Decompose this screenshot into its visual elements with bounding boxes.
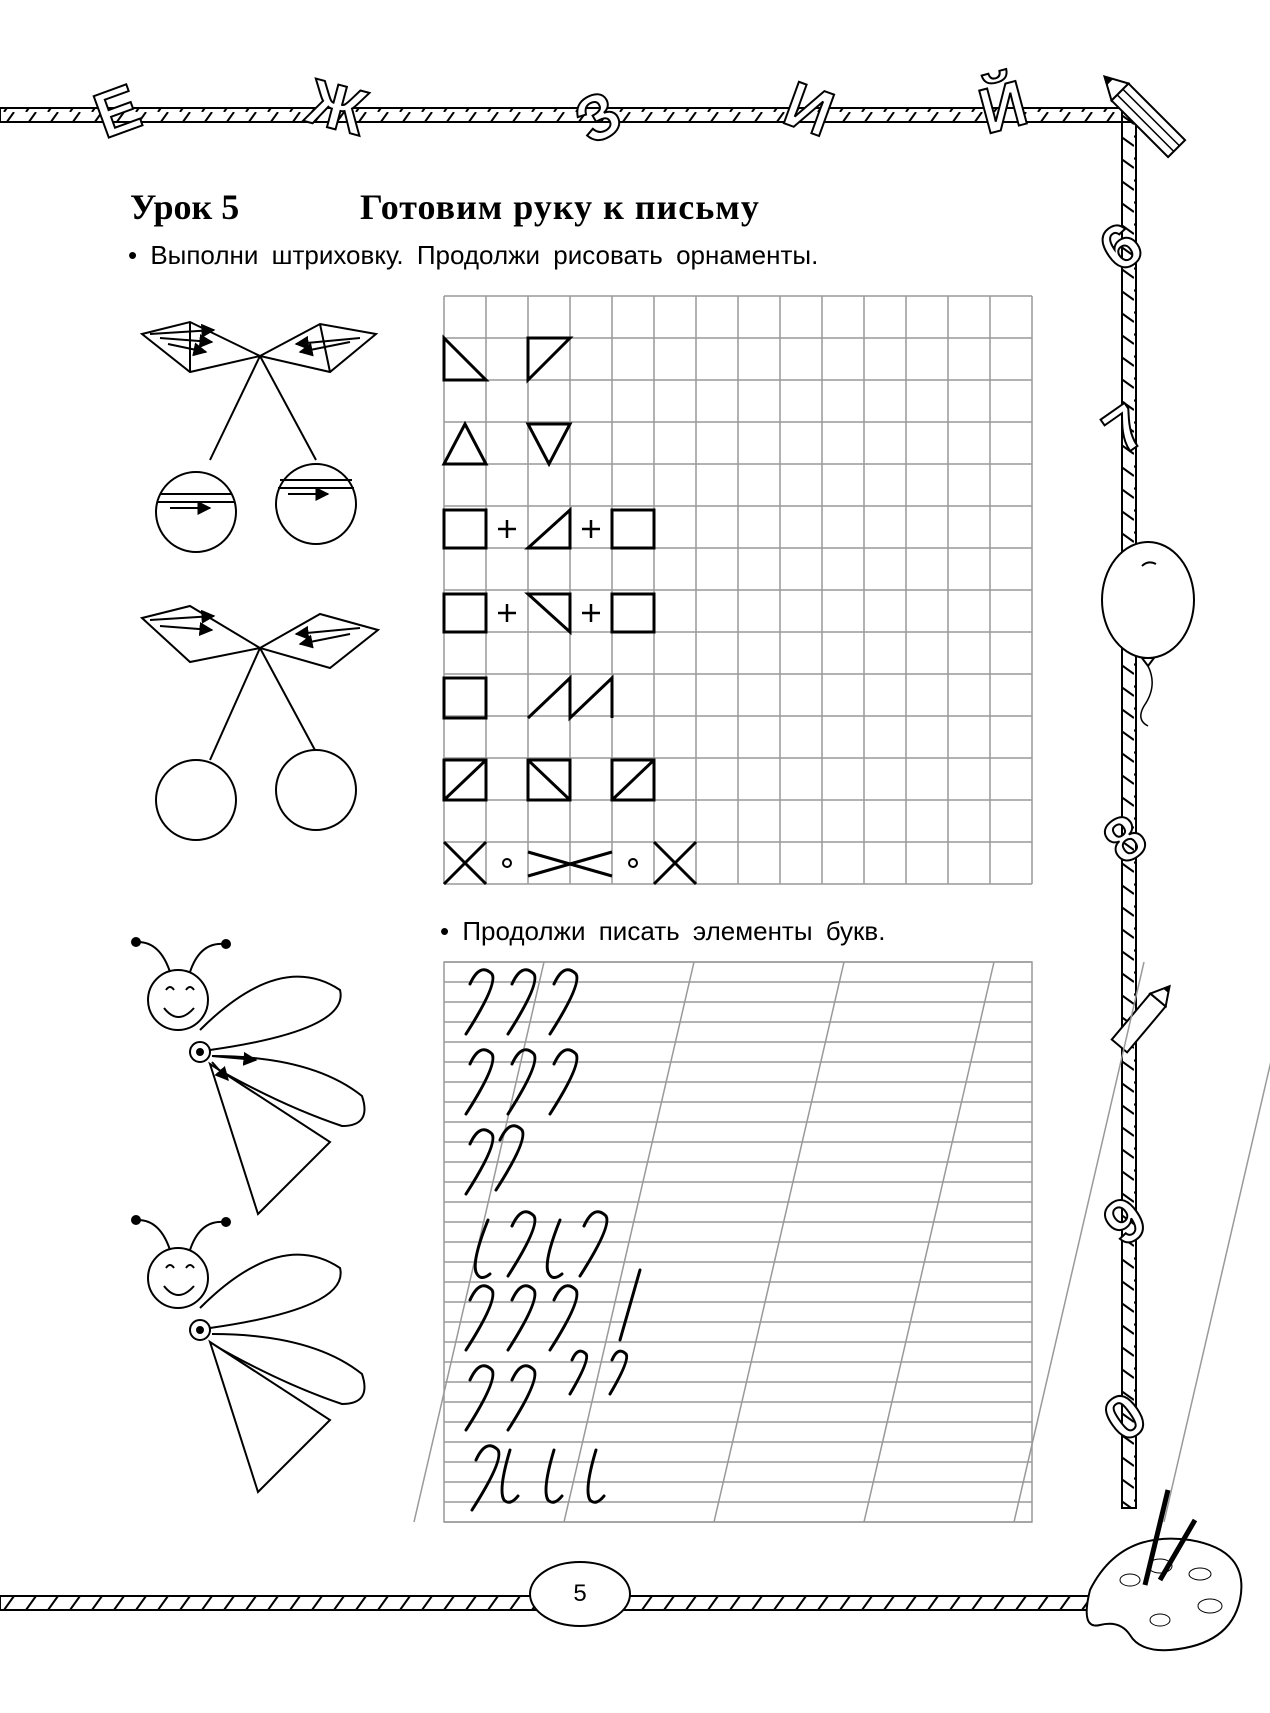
page-number: 5	[573, 1580, 587, 1607]
palette-icon	[1087, 1490, 1242, 1650]
side-digit-7: 7	[1091, 391, 1160, 468]
header-letter-zh: Ж	[299, 64, 375, 150]
ornament-dot	[503, 859, 511, 867]
lesson-topic: Готовим руку к письму	[360, 187, 760, 227]
header-letter-z: З	[562, 75, 634, 159]
cherry-illustration-1	[142, 322, 376, 552]
ornament-dot	[629, 859, 637, 867]
bee-illustration-2	[132, 1216, 365, 1492]
side-digit-8: 8	[1091, 801, 1160, 878]
side-digit-6: 6	[1087, 209, 1156, 286]
task1-instruction: • Выполни штриховку. Продолжи рисовать орнаменты.	[128, 240, 819, 270]
side-digit-0: 0	[1091, 1379, 1160, 1456]
side-digit-9: 9	[1091, 1183, 1160, 1260]
header-letter-i: И	[775, 67, 843, 151]
lesson-number: Урок 5	[130, 187, 240, 227]
cherry-illustration-2	[142, 606, 378, 840]
task2-instruction: • Продолжи писать элементы букв.	[440, 916, 886, 946]
ornament-grid	[444, 296, 1032, 884]
header-letter-i-short: Й	[971, 66, 1035, 148]
bee-illustration-1	[132, 938, 365, 1214]
header-letter-e: Е	[84, 69, 150, 153]
ornament-plus-signs	[498, 520, 600, 622]
top-border	[0, 108, 1130, 122]
handwriting-samples	[466, 970, 640, 1510]
balloon-icon	[1102, 542, 1194, 726]
